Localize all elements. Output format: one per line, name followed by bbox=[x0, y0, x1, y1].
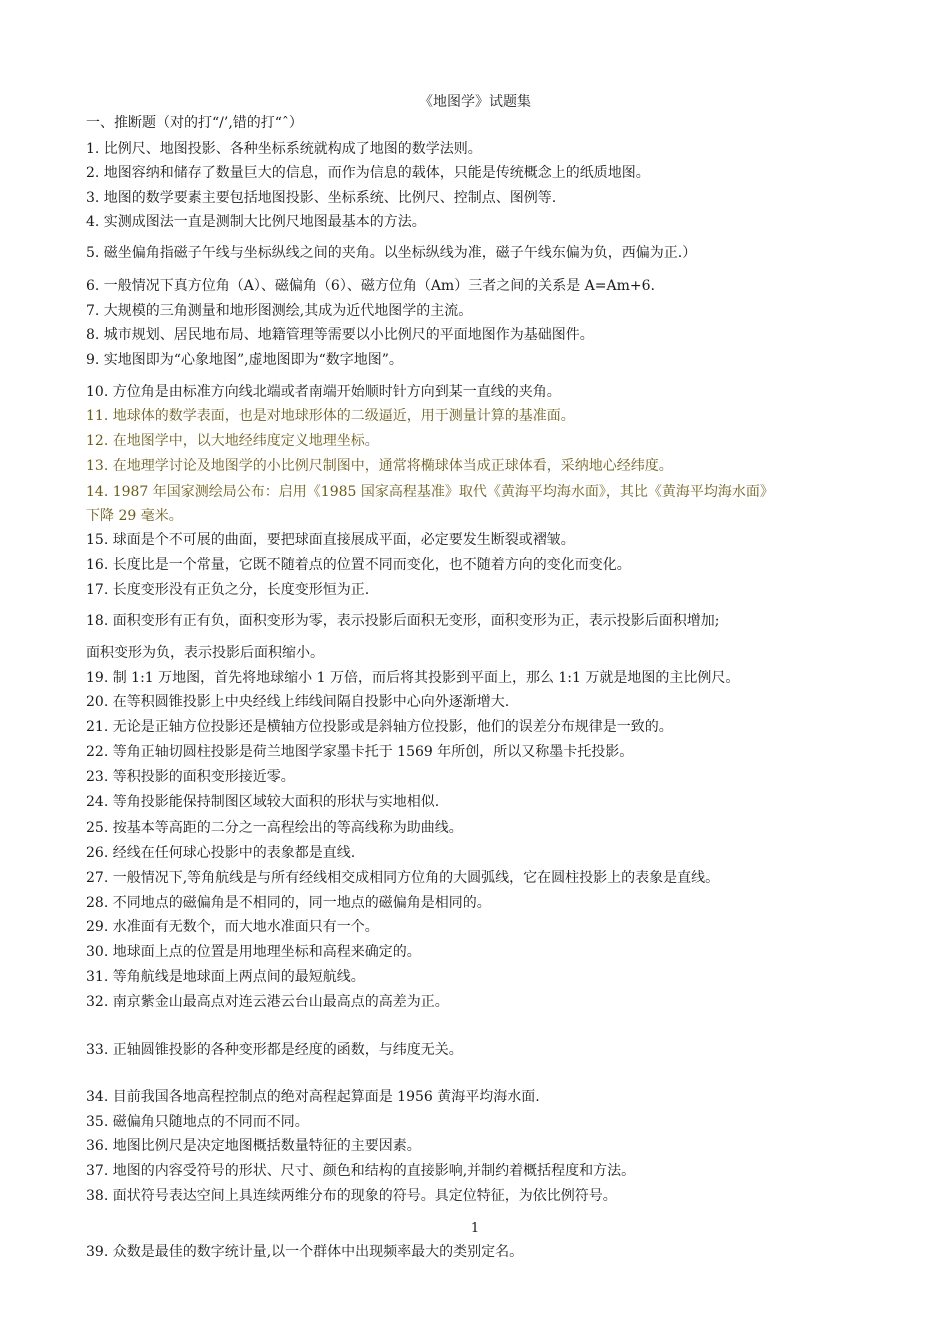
question-item: 11. 地球体的数学表面，也是对地球形体的二级逼近，用于测量计算的基准面。 bbox=[86, 408, 575, 424]
question-item: 6. 一般情况下真方位角（A）、磁偏角（6）、磁方位角（Am）三者之间的关系是 A=Am+6. bbox=[86, 278, 655, 294]
question-item: 37. 地图的内容受符号的形状、尺寸、颜色和结构的直接影响,并制约着概括程度和方法。 bbox=[86, 1163, 636, 1179]
question-item-continuation: 下降 29 毫米。 bbox=[86, 508, 183, 524]
section-heading: 一、推断题（对的打“/’,错的打“ˆ） bbox=[86, 115, 303, 131]
question-item: 16. 长度比是一个常量，它既不随着点的位置不同而变化，也不随着方向的变化而变化。 bbox=[86, 557, 631, 573]
question-item: 17. 长度变形没有正负之分，长度变形恒为正. bbox=[86, 582, 370, 598]
question-item: 7. 大规模的三角测量和地形图测绘,其成为近代地图学的主流。 bbox=[86, 303, 473, 319]
question-item: 24. 等角投影能保持制图区域较大面积的形状与实地相似. bbox=[86, 794, 440, 810]
question-item: 18. 面积变形有正有负，面积变形为零，表示投影后面积无变形，面积变形为正，表示投影后面积增加; bbox=[86, 613, 720, 629]
question-item: 39. 众数是最佳的数字统计量,以一个群体中出现频率最大的类别定名。 bbox=[86, 1244, 524, 1260]
page-number: 1 bbox=[470, 1221, 480, 1236]
question-item: 19. 制 1:1 万地图，首先将地球缩小 1 万倍，而后将其投影到平面上，那么 1:1 万就是地图的主比例尺。 bbox=[86, 670, 740, 686]
question-item: 4. 实测成图法一直是测制大比例尺地图最基本的方法。 bbox=[86, 214, 426, 230]
question-item: 9. 实地图即为“心象地图”,虚地图即为“数字地图”。 bbox=[86, 352, 403, 368]
question-item: 27. 一般情况下,等角航线是与所有经线相交成相同方位角的大圆弧线，它在圆柱投影上的表象是直线。 bbox=[86, 870, 720, 886]
question-item: 22. 等角正轴切圆柱投影是荷兰地图学家墨卡托于 1569 年所创，所以又称墨卡托投影。 bbox=[86, 744, 634, 760]
question-item: 31. 等角航线是地球面上两点间的最短航线。 bbox=[86, 969, 365, 985]
question-item: 21. 无论是正轴方位投影还是横轴方位投影或是斜轴方位投影，他们的误差分布规律是一致的。 bbox=[86, 719, 673, 735]
question-item: 8. 城市规划、居民地布局、地籍管理等需要以小比例尺的平面地图作为基础图件。 bbox=[86, 327, 594, 343]
question-item: 35. 磁偏角只随地点的不同而不同。 bbox=[86, 1114, 309, 1130]
question-item: 5. 磁坐偏角指磁子午线与坐标纵线之间的夹角。以坐标纵线为准，磁子午线东偏为负，西偏为正.） bbox=[86, 245, 697, 261]
question-item: 25. 按基本等高距的二分之一高程绘出的等高线称为助曲线。 bbox=[86, 820, 463, 836]
question-item: 30. 地球面上点的位置是用地理坐标和高程来确定的。 bbox=[86, 944, 421, 960]
question-item: 13. 在地理学讨论及地图学的小比例尺制图中，通常将椭球体当成正球体看，采纳地心经纬度。 bbox=[86, 458, 673, 474]
question-item: 23. 等积投影的面积变形接近零。 bbox=[86, 769, 295, 785]
question-item: 12. 在地图学中，以大地经纬度定义地理坐标。 bbox=[86, 433, 379, 449]
question-item: 33. 正轴圆锥投影的各种变形都是经度的函数，与纬度无关。 bbox=[86, 1042, 463, 1058]
question-item: 2. 地图容纳和储存了数量巨大的信息，而作为信息的载体，只能是传统概念上的纸质地图。 bbox=[86, 165, 650, 181]
question-item: 36. 地图比例尺是决定地图概括数量特征的主要因素。 bbox=[86, 1138, 421, 1154]
document-title: 《地图学》试题集 bbox=[419, 94, 531, 110]
question-item: 15. 球面是个不可展的曲面，要把球面直接展成平面，必定要发生断裂或褶皱。 bbox=[86, 532, 575, 548]
question-item: 28. 不同地点的磁偏角是不相同的，同一地点的磁偏角是相同的。 bbox=[86, 895, 491, 911]
question-item-continuation: 面积变形为负，表示投影后面积缩小。 bbox=[86, 645, 324, 661]
question-item: 20. 在等积圆锥投影上中央经线上纬线间隔自投影中心向外逐渐增大. bbox=[86, 694, 510, 710]
question-item: 38. 面状符号表达空间上具连续两维分布的现象的符号。具定位特征，为依比例符号。 bbox=[86, 1188, 617, 1204]
question-item: 1. 比例尺、地图投影、各种坐标系统就构成了地图的数学法则。 bbox=[86, 141, 482, 157]
question-item: 10. 方位角是由标准方向线北端或者南端开始顺时针方向到某一直线的夹角。 bbox=[86, 384, 561, 400]
question-item: 14. 1987 年国家测绘局公布：启用《1985 国家高程基准》取代《黄海平均海水面》，其比《黄海平均海水面》 bbox=[86, 484, 774, 500]
question-item: 34. 目前我国各地高程控制点的绝对高程起算面是 1956 黄海平均海水面. bbox=[86, 1089, 540, 1105]
question-item: 32. 南京紫金山最高点对连云港云台山最高点的高差为正。 bbox=[86, 994, 449, 1010]
question-item: 3. 地图的数学要素主要包括地图投影、坐标系统、比例尺、控制点、图例等. bbox=[86, 190, 557, 206]
question-item: 29. 水准面有无数个，而大地水准面只有一个。 bbox=[86, 919, 379, 935]
question-item: 26. 经线在任何球心投影中的表象都是直线. bbox=[86, 845, 356, 861]
